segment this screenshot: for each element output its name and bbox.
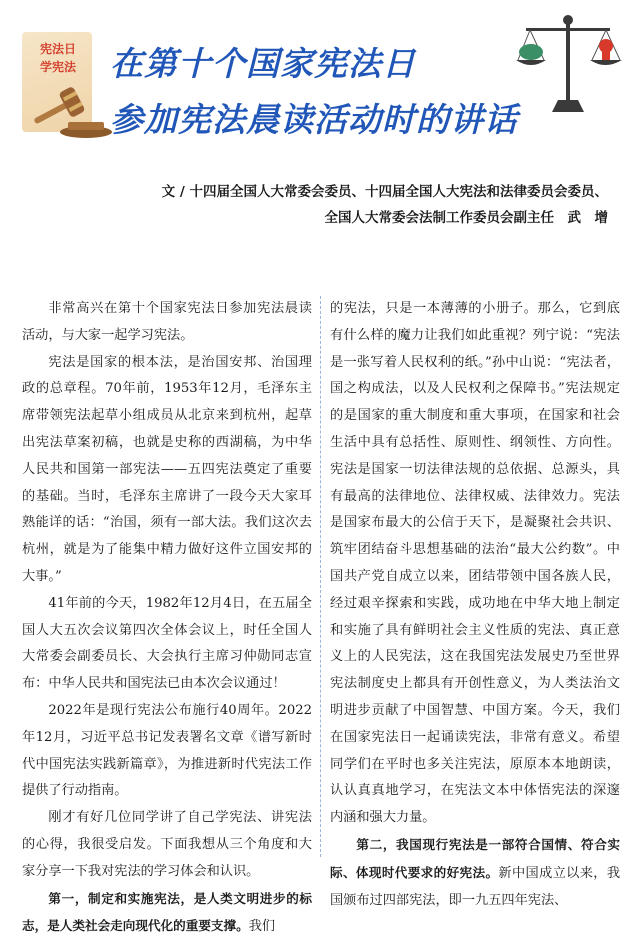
paragraph: 宪法是国家的根本法，是治国安邦、治国理政的总章程。70年前，1953年12月，毛泽东主席带领宪法起草小组成员从北京来到杭州，起草出宪法草案初稿，也就是史称的西湖稿，为中华人民共和国第一部宪法——五四宪法奠定了重要的基础。当时，毛泽东主席讲了一段今天大家耳熟能详的话：“治国，须有一部大法。我们这次去杭州，就是为了能集中精力做好这件立国安邦的大事。” <box>22 354 312 584</box>
paragraph <box>22 886 312 941</box>
right-column <box>330 296 620 914</box>
page-title-line-1: 在第十个国家宪法日 <box>110 44 416 83</box>
author-byline-line-1: 文 / 十四届全国人大常委会委员、十四届全国人大宪法和法律委员会委员、 <box>161 184 608 200</box>
column-divider <box>320 296 321 857</box>
page-title-line-2: 参加宪法晨读活动时的讲话 <box>110 100 518 139</box>
paragraph-text: 新中国成立以来，我国颁布过四部宪法，即一九五四年宪法、 <box>330 865 621 908</box>
paragraph: 的宪法，只是一本薄薄的小册子。那么，它到底有什么样的魔力让我们如此重视？列宁说：“宪法是一张写着人民权利的纸。”孙中山说：“宪法者，国之构成法，以及人民权利之保障书。”宪法规定的是国家的重大制度和重大事项，在国家和社会生活中具有总括性、原则性、纲领性、方向性。宪法是国家一切法律法规的总依据、总源头，具有最高的法律地位、法律权威、法律效力。宪法是国家布最大的公信于天下，是凝聚社会共识、筑牢团结奋斗思想基础的法治“最大公约数”。中国共产党自成立以来，团结带领中国各族人民，经过艰辛探索和实践，成功地在中华大地上制定和实施了具有鲜明社会主义性质的宪法、真正意义上的人民宪法，这在我国宪法发展史乃至世界宪法制度史上都具有开创性意义，为人类法治文明进步贡献了中国智慧、中国方案。今天，我们在国家宪法日一起诵读宪法，非常有意义。希望同学们在平时也多关注宪法，原原本本地朗读，认认真真地学习，在宪法文本中体悟宪法的深邃内涵和强大力量。 <box>330 301 620 826</box>
paragraph <box>330 832 620 914</box>
paragraph-text: 我们 <box>248 919 276 935</box>
section-heading-first: 第一，制定和实施宪法，是人类文明进步的标志，是人类社会走向现代化的重要支撑。 <box>22 890 312 934</box>
section-heading-second: 第二，我国现行宪法是一部符合国情、符合实际、体现时代要求的好宪法。 <box>330 836 620 880</box>
paragraph: 非常高兴在第十个国家宪法日参加宪法晨读活动，与大家一起学习宪法。 <box>22 301 312 343</box>
gavel-icon <box>28 82 118 142</box>
author-byline-line-2: 全国人大常委会法制工作委员会副主任 武 增 <box>324 210 608 226</box>
paragraph: 41年前的今天，1982年12月4日，在五届全国人大五次会议第四次全体会议上，时任全国人大常委会副委员长、大会执行主席习仲勋同志宣布：中华人民共和国宪法已由本次会议通过！ <box>22 595 312 692</box>
paragraph: 2022年是现行宪法公布施行40周年。2022年12月，习近平总书记发表署名文章《谱写新时代中国宪法实践新篇章》，为推进新时代宪法工作提供了行动指南。 <box>22 702 312 799</box>
left-column <box>22 296 312 941</box>
paragraph: 刚才有好几位同学讲了自己学宪法、讲宪法的心得，我很受启发。下面我想从三个角度和大家分享一下我对宪法的学习体会和认识。 <box>22 810 312 879</box>
constitution-day-badge: 宪法日 学宪法 <box>39 42 76 74</box>
scales-of-justice-icon <box>512 8 624 120</box>
